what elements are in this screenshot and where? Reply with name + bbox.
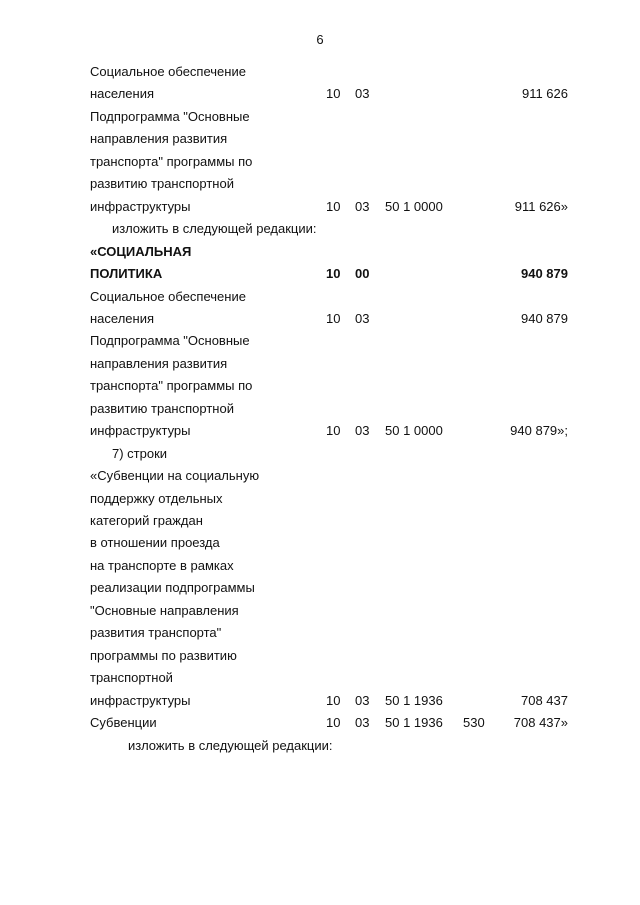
document-table-row — [0, 266, 640, 288]
row-subsection-code: 03 — [355, 310, 370, 326]
row-description: населения — [90, 310, 155, 326]
instruction-text: 7) строки — [112, 445, 168, 461]
row-description: ПОЛИТИКА — [90, 266, 163, 282]
document-table-row — [0, 64, 640, 86]
document-table-row — [0, 625, 640, 647]
row-expense-type-code: 530 — [463, 715, 485, 731]
row-amount: 911 626 — [521, 86, 568, 102]
row-amount: 708 437» — [513, 715, 568, 731]
row-target-article-code: 50 1 0000 — [385, 198, 443, 214]
instruction-text: изложить в следующей редакции: — [112, 221, 317, 237]
row-section-code: 10 — [326, 310, 341, 326]
row-amount: 911 626» — [514, 198, 568, 214]
row-subsection-code: 03 — [355, 423, 370, 439]
row-amount: 708 437 — [521, 692, 568, 708]
row-description: инфраструктуры — [90, 423, 191, 439]
row-description: Субвенции — [90, 715, 157, 731]
row-description: инфраструктуры — [90, 692, 191, 708]
document-instruction-line — [0, 446, 640, 468]
row-description: транспортной — [90, 670, 173, 686]
row-amount: 940 879»; — [510, 423, 568, 439]
row-description: Социальное обеспечение — [90, 288, 246, 304]
row-description: Подпрограмма "Основные — [90, 333, 250, 349]
page-number: 6 — [316, 32, 324, 47]
instruction-text: изложить в следующей редакции: — [128, 737, 333, 753]
row-description: развития транспорта" — [90, 625, 222, 641]
document-table-row — [0, 401, 640, 423]
row-description: поддержку отдельных — [90, 490, 223, 506]
row-section-code: 10 — [326, 266, 341, 282]
row-description: в отношении проезда — [90, 535, 220, 551]
row-subsection-code: 00 — [355, 266, 370, 282]
document-table-row — [0, 199, 640, 221]
document-table-row — [0, 491, 640, 513]
document-table-row — [0, 333, 640, 355]
document-table-row — [0, 356, 640, 378]
row-description: на транспорте в рамках — [90, 557, 234, 573]
document-table-row — [0, 176, 640, 198]
row-description: программы по развитию — [90, 647, 237, 663]
document-table-row — [0, 715, 640, 737]
row-description: населения — [90, 86, 155, 102]
document-table-row — [0, 580, 640, 602]
document-table-row — [0, 131, 640, 153]
row-description: развитию транспортной — [90, 176, 234, 192]
row-subsection-code: 03 — [355, 86, 370, 102]
row-section-code: 10 — [326, 198, 341, 214]
document-table-row — [0, 311, 640, 333]
row-section-code: 10 — [326, 715, 341, 731]
row-section-code: 10 — [326, 423, 341, 439]
row-target-article-code: 50 1 1936 — [385, 715, 443, 731]
row-description: транспорта" программы по — [90, 378, 253, 394]
document-table-row — [0, 513, 640, 535]
row-description: направления развития — [90, 355, 228, 371]
row-description: «Субвенции на социальную — [90, 468, 260, 484]
document-instruction-line — [0, 738, 640, 760]
row-amount: 940 879 — [521, 310, 568, 326]
document-table-row — [0, 468, 640, 490]
row-section-code: 10 — [326, 86, 341, 102]
row-description: «СОЦИАЛЬНАЯ — [90, 243, 192, 259]
row-description: реализации подпрограммы — [90, 580, 255, 596]
document-table-row — [0, 603, 640, 625]
document-table-row — [0, 558, 640, 580]
document-table-row — [0, 670, 640, 692]
row-section-code: 10 — [326, 692, 341, 708]
document-table-row — [0, 378, 640, 400]
document-table-row — [0, 535, 640, 557]
document-table-row — [0, 244, 640, 266]
row-subsection-code: 03 — [355, 198, 370, 214]
row-description: "Основные направления — [90, 602, 239, 618]
document-table-row — [0, 289, 640, 311]
row-description: инфраструктуры — [90, 198, 191, 214]
row-description: направления развития — [90, 131, 228, 147]
row-target-article-code: 50 1 0000 — [385, 423, 443, 439]
row-subsection-code: 03 — [355, 692, 370, 708]
row-target-article-code: 50 1 1936 — [385, 692, 443, 708]
document-instruction-line — [0, 221, 640, 243]
document-table-row — [0, 154, 640, 176]
row-description: категорий граждан — [90, 513, 203, 528]
document-table-row — [0, 86, 640, 108]
row-description: Социальное обеспечение — [90, 64, 246, 79]
row-description: развитию транспортной — [90, 400, 234, 416]
row-subsection-code: 03 — [355, 715, 370, 731]
document-table-row — [0, 109, 640, 131]
row-description: Подпрограмма "Основные — [90, 108, 250, 124]
document-table-row — [0, 423, 640, 445]
row-amount: 940 879 — [521, 266, 568, 282]
row-description: транспорта" программы по — [90, 153, 253, 169]
document-table-row — [0, 648, 640, 670]
document-table-row — [0, 693, 640, 715]
